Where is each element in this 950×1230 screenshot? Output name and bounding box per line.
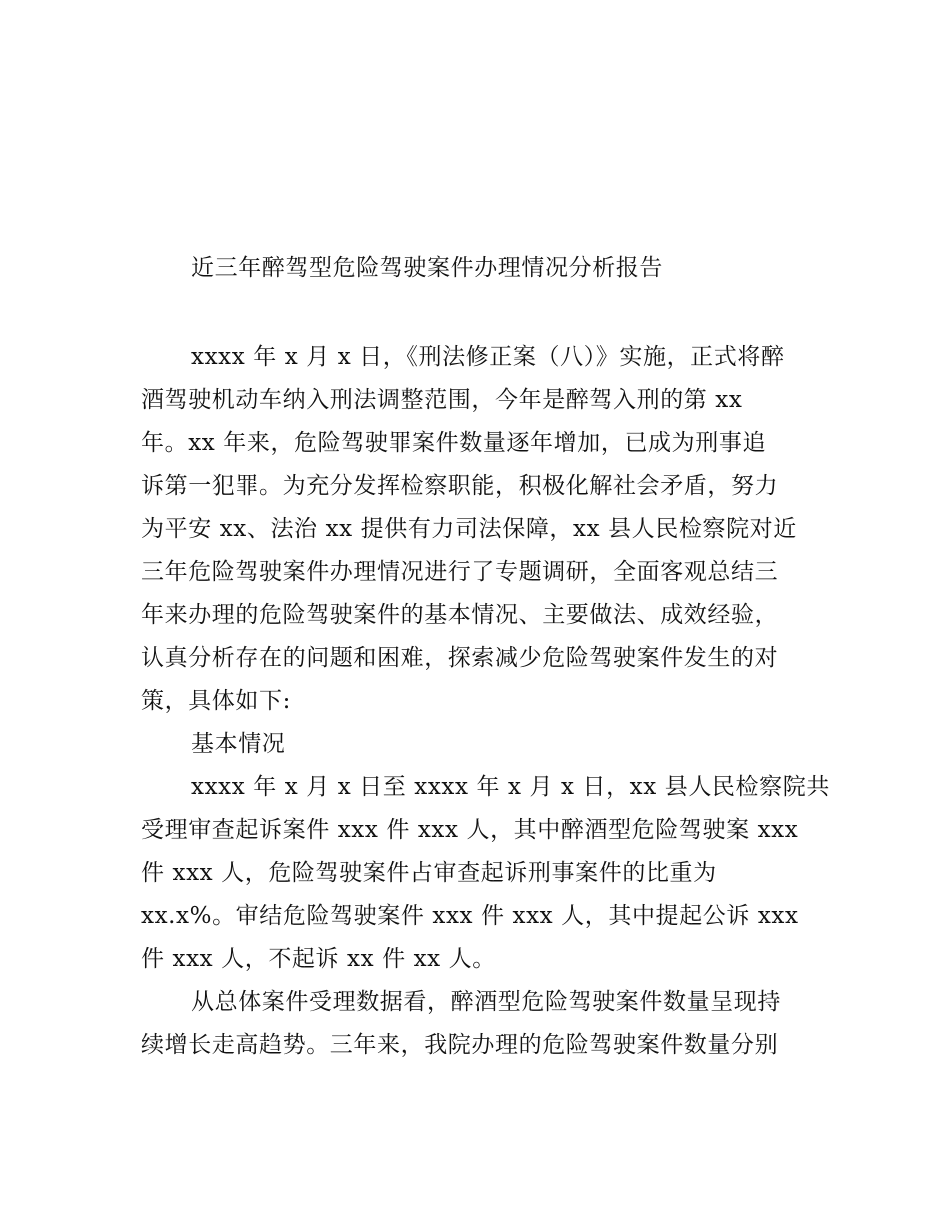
basic-line-4: xx.x%。审结危险驾驶案件 xxx 件 xxx 人，其中提起公诉 xxx (141, 903, 799, 929)
intro-line-6: 三年危险驾驶案件办理情况进行了专题调研，全面客观总结三 (141, 559, 779, 585)
trend-line-2: 续增长走高趋势。三年来，我院办理的危险驾驶案件数量分别 (141, 1032, 779, 1058)
basic-line-1: xxxx 年 x 月 x 日至 xxxx 年 x 月 x 日，xx 县人民检察院共 (191, 774, 830, 800)
intro-line-9: 策，具体如下: (141, 688, 291, 714)
intro-line-5: 为平安 xx、法治 xx 提供有力司法保障，xx 县人民检察院对近 (141, 516, 797, 542)
intro-line-3: 年。xx 年来，危险驾驶罪案件数量逐年增加，已成为刑事追 (141, 430, 767, 456)
intro-line-8: 认真分析存在的问题和困难，探索减少危险驾驶案件发生的对 (141, 645, 779, 671)
basic-line-3: 件 xxx 人，危险驾驶案件占审查起诉刑事案件的比重为 (141, 860, 717, 886)
intro-line-1: xxxx 年 x 月 x 日，《刑法修正案（八）》实施，正式将醉 (191, 344, 785, 370)
basic-line-2: 受理审查起诉案件 xxx 件 xxx 人，其中醉酒型危险驾驶案 xxx (141, 817, 799, 843)
intro-line-4: 诉第一犯罪。为充分发挥检察职能，积极化解社会矛盾，努力 (141, 473, 779, 499)
document-title: 近三年醉驾型危险驾驶案件办理情况分析报告 (191, 255, 663, 281)
section-heading: 基本情况 (191, 731, 286, 757)
intro-line-7: 年来办理的危险驾驶案件的基本情况、主要做法、成效经验， (141, 602, 779, 628)
intro-line-2: 酒驾驶机动车纳入刑法调整范围，今年是醉驾入刑的第 xx (141, 387, 743, 413)
basic-line-5: 件 xxx 人，不起诉 xx 件 xx 人。 (141, 946, 496, 972)
trend-line-1: 从总体案件受理数据看，醉酒型危险驾驶案件数量呈现持 (191, 989, 781, 1015)
